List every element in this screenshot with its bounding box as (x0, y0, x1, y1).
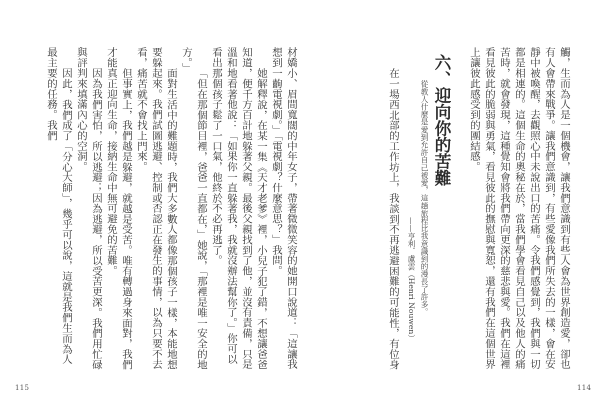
body-paragraph: 觸，生而為人是一個機會，讓我們意識到有些人會為世界創造愛，卻也有人會帶來戰爭。讓我們意識到，有些愛像我們所失去的一樣，會在安靜中被喚醒，去觀照心中未說出口的苦痛。令我們感覺到，我們與一切都是相連的。這個生命的奧秘在於，當我們學會看見自己以及他人的痛苦時，就會發現，這種覺知會將我們帶向更深的慈悲與愛。我們在這裡看見彼此的脆弱與勇氣，看見彼此的撫慰與寬恕，還有我們在這個世界上讓彼此感受到的團結感。 (468, 47, 570, 370)
body-paragraph: 因為我們害怕，所以逃避；因為逃避，所以受苦更深。我們用忙碌與評判來填滿內心的空洞。 (75, 47, 102, 370)
section-heading: 六、迎向你的苦難 (432, 54, 451, 186)
body-paragraph: 但事實上，我們越是躲避，就越是受苦。唯有轉過身來面對，我們才能真正迎向生命，接納生命中無可避免的苦難。 (105, 47, 132, 370)
left-page-body-text (40, 47, 298, 371)
section-opening-text (384, 47, 400, 373)
body-paragraph: 「但在那個節目裡，爸爸一直都在，」她說，「那裡是唯一安全的地方。」 (180, 47, 207, 370)
body-paragraph: 因此，我們成了「分心大師」，幾乎可以說，這就是我們生而為人最主要的任務。我們 (45, 47, 72, 365)
epigraph-attribution: ——亨利．盧雲（Henri Nouwen） (407, 217, 416, 342)
page-number: 114 (577, 384, 592, 392)
body-paragraph: 面對生活中的難題時，我們大多數人都像那個孩子一樣，本能地想要躲起來。我們試圖逃避、控制或否認正在發生的事情，以為只要不去看，痛苦就不會找上門來。 (135, 47, 177, 370)
body-paragraph: 在一場西北部的工作坊上，我談到不再逃避困難的可能性，有位身 (387, 67, 399, 370)
page-number: 115 (15, 384, 30, 392)
body-paragraph: 材嬌小、眉間寬闊的中年女子，帶著微微笑容的她開口說道：「這讓我想到一齣電視劇。」「電視劇？什麼意思？」我問。 (270, 47, 297, 370)
body-paragraph: 她解釋說，在某一集《天才老爹》裡，小兒子犯了錯，不想讓爸爸知道，便千方百計地躲著父親。最後父親找到了他，並沒有責備，只是溫和地看著他說：「如果你一直躲著我，我就沒辦法幫你了。」你可以看出那個孩子鬆了一口氣，他終於不必再逃了。 (210, 47, 267, 370)
previous-section-text (463, 47, 571, 371)
epigraph-quote: 從教人什麼是愛到允許自己被愛，這趟旅程比我意識到的漫長了許多。 (420, 80, 429, 316)
right-page (300, 0, 600, 409)
